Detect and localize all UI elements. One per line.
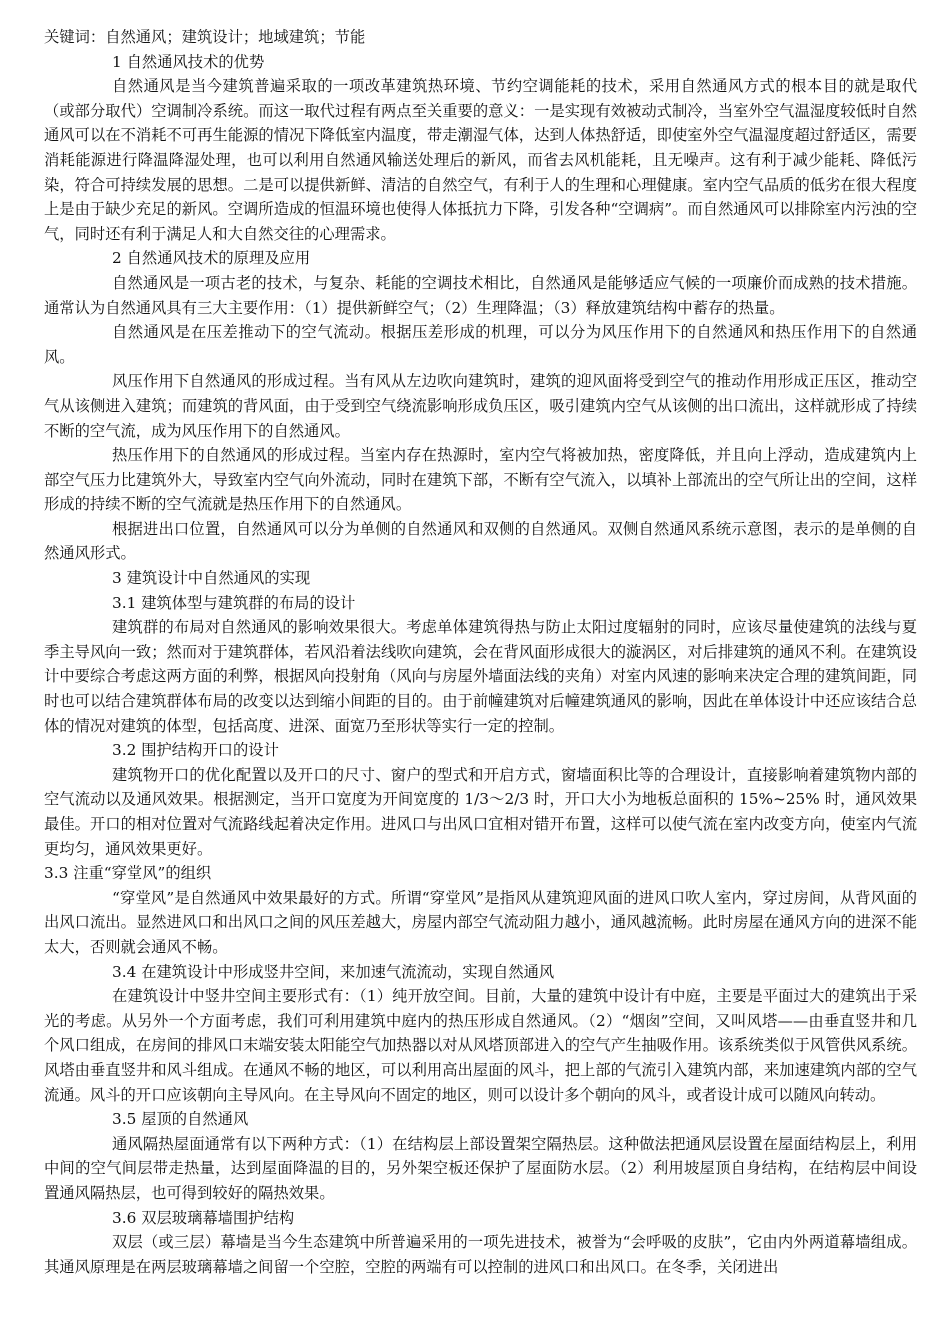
subsection-heading: 3.5 屋顶的自然通风	[112, 1110, 249, 1129]
body-paragraph: 建筑群的布局对自然通风的影响效果很大。考虑单体建筑得热与防止太阳过度辐射的同时，应该尽量使建筑的法线与夏季主导风向一致；然而对于建筑群体，若风沿着法线吹向建筑，会在背风面形成很大的漩涡区，对后排建筑的通风不利。在建筑设计中要综合考虑这两方面的利弊，根据风向投射角（风向与房屋外墙面法线的夹角）对室内风速的影响来决定合理的建筑间距，同时也可以结合建筑群体布局的改变以达到缩小间距的目的。由于前幢建筑对后幢建筑通风的影响，因此在单体设计中还应该结合总体的情况对建筑的体型，包括高度、进深、面宽乃至形状等实行一定的控制。	[44, 618, 917, 735]
body-paragraph: “穿堂风”是自然通风中效果最好的方式。所谓“穿堂风”是指风从建筑迎风面的进风口吹人室内，穿过房间，从背风面的出风口流出。显然进风口和出风口之间的风压差越大，房屋内部空气流动阻力越小，通风越流畅。此时房屋在通风方向的进深不能太大，否则就会通风不畅。	[44, 888, 917, 956]
subsection-heading: 3.4 在建筑设计中形成竖井空间，来加速气流流动，实现自然通风	[112, 962, 555, 981]
subsection-heading: 3.2 围护结构开口的设计	[112, 741, 279, 760]
section-heading: 3 建筑设计中自然通风的实现	[112, 569, 311, 588]
subsection-heading: 3.6 双层玻璃幕墙围护结构	[112, 1208, 295, 1227]
body-paragraph: 自然通风是在压差推动下的空气流动。根据压差形成的机理，可以分为风压作用下的自然通风和热压作用下的自然通风。	[44, 323, 917, 366]
body-paragraph: 自然通风是当今建筑普遍采取的一项改革建筑热环境、节约空调能耗的技术，采用自然通风方式的根本目的就是取代（或部分取代）空调制冷系统。而这一取代过程有两点至关重要的意义：一是实现有效被动式制冷，当室外空气温湿度较低时自然通风可以在不消耗不可再生能源的情况下降低室内温度，带走潮湿气体，达到人体热舒适，即使室外空气温湿度超过舒适区，需要消耗能源进行降温降湿处理，也可以利用自然通风输送处理后的新风，而省去风机能耗，且无噪声。这有利于减少能耗、降低污染，符合可持续发展的思想。二是可以提供新鲜、清洁的自然空气，有利于人的生理和心理健康。室内空气品质的低劣在很大程度上是由于缺少充足的新风。空调所造成的恒温环境也使得人体抵抗力下降，引发各种“空调病”。而自然通风可以排除室内污浊的空气，同时还有利于满足人和大自然交往的心理需求。	[44, 77, 917, 243]
body-paragraph: 通风隔热屋面通常有以下两种方式：（1）在结构层上部设置架空隔热层。这种做法把通风层设置在屋面结构层上，利用中间的空气间层带走热量，达到屋面降温的目的，另外架空板还保护了屋面防水层。（2）利用坡屋顶自身结构，在结构层中间设置通风隔热层，也可得到较好的隔热效果。	[44, 1134, 917, 1202]
body-paragraph: 风压作用下自然通风的形成过程。当有风从左边吹向建筑时，建筑的迎风面将受到空气的推动作用形成正压区，推动空气从该侧进入建筑；而建筑的背风面，由于受到空气绕流影响形成负压区，吸引建筑内空气从该侧的出口流出，这样就形成了持续不断的空气流，成为风压作用下的自然通风。	[44, 372, 917, 440]
section-heading: 1 自然通风技术的优势	[112, 52, 265, 71]
body-paragraph: 建筑物开口的优化配置以及开口的尺寸、窗户的型式和开启方式，窗墙面积比等的合理设计，直接影响着建筑物内部的空气流动以及通风效果。根据测定，当开口宽度为开间宽度的 1/3～2/3 时，开口大小为地板总面积的 15%~25% 时，通风效果最佳。开口的相对位置对气流路线起着决定作用。进风口与出风口宜相对错开布置，这样可以使气流在室内改变方向，使室内气流更均匀，通风效果更好。	[44, 765, 917, 858]
section-heading: 2 自然通风技术的原理及应用	[112, 249, 311, 268]
keywords-line: 关键词：自然通风；建筑设计；地域建筑；节能	[44, 28, 366, 46]
body-paragraph: 在建筑设计中竖井空间主要形式有：（1）纯开放空间。目前，大量的建筑中设计有中庭，主要是平面过大的建筑出于采光的考虑。从另外一个方面考虑，我们可利用建筑中庭内的热压形成自然通风。（2）“烟囱”空间，又叫风塔——由垂直竖井和几个风口组成，在房间的排风口末端安装太阳能空气加热器以对从风塔顶部进入的空气产生抽吸作用。该系统类似于风管供风系统。风塔由垂直竖井和风斗组成。在通风不畅的地区，可以利用高出屋面的风斗，把上部的气流引入建筑内部，来加速建筑内部的空气流通。风斗的开口应该朝向主导风向。在主导风向不固定的地区，则可以设计多个朝向的风斗，或者设计成可以随风向转动。	[44, 987, 917, 1104]
body-paragraph: 自然通风是一项古老的技术，与复杂、耗能的空调技术相比，自然通风是能够适应气候的一项廉价而成熟的技术措施。通常认为自然通风具有三大主要作用：（1）提供新鲜空气；（2）生理降温；（3）释放建筑结构中蓄存的热量。	[44, 273, 917, 317]
body-paragraph: 双层（或三层）幕墙是当今生态建筑中所普遍采用的一项先进技术，被誉为“会呼吸的皮肤”，它由内外两道幕墙组成。其通风原理是在两层玻璃幕墙之间留一个空腔，空腔的两端有可以控制的进风口和出风口。在冬季，关闭进出	[44, 1233, 917, 1276]
subsection-heading: 3.3 注重“穿堂风”的组织	[44, 864, 212, 883]
body-paragraph: 根据进出口位置，自然通风可以分为单侧的自然通风和双侧的自然通风。双侧自然通风系统示意图，表示的是单侧的自然通风形式。	[44, 519, 917, 563]
document-body	[44, 50, 917, 1280]
body-paragraph: 热压作用下的自然通风的形成过程。当室内存在热源时，室内空气将被加热，密度降低，并且向上浮动，造成建筑内上部空气压力比建筑外大，导致室内空气向外流动，同时在建筑下部，不断有空气流入，以填补上部流出的空气所让出的空间，这样形成的持续不断的空气流就是热压作用下的自然通风。	[44, 446, 917, 514]
subsection-heading: 3.1 建筑体型与建筑群的布局的设计	[112, 593, 356, 612]
